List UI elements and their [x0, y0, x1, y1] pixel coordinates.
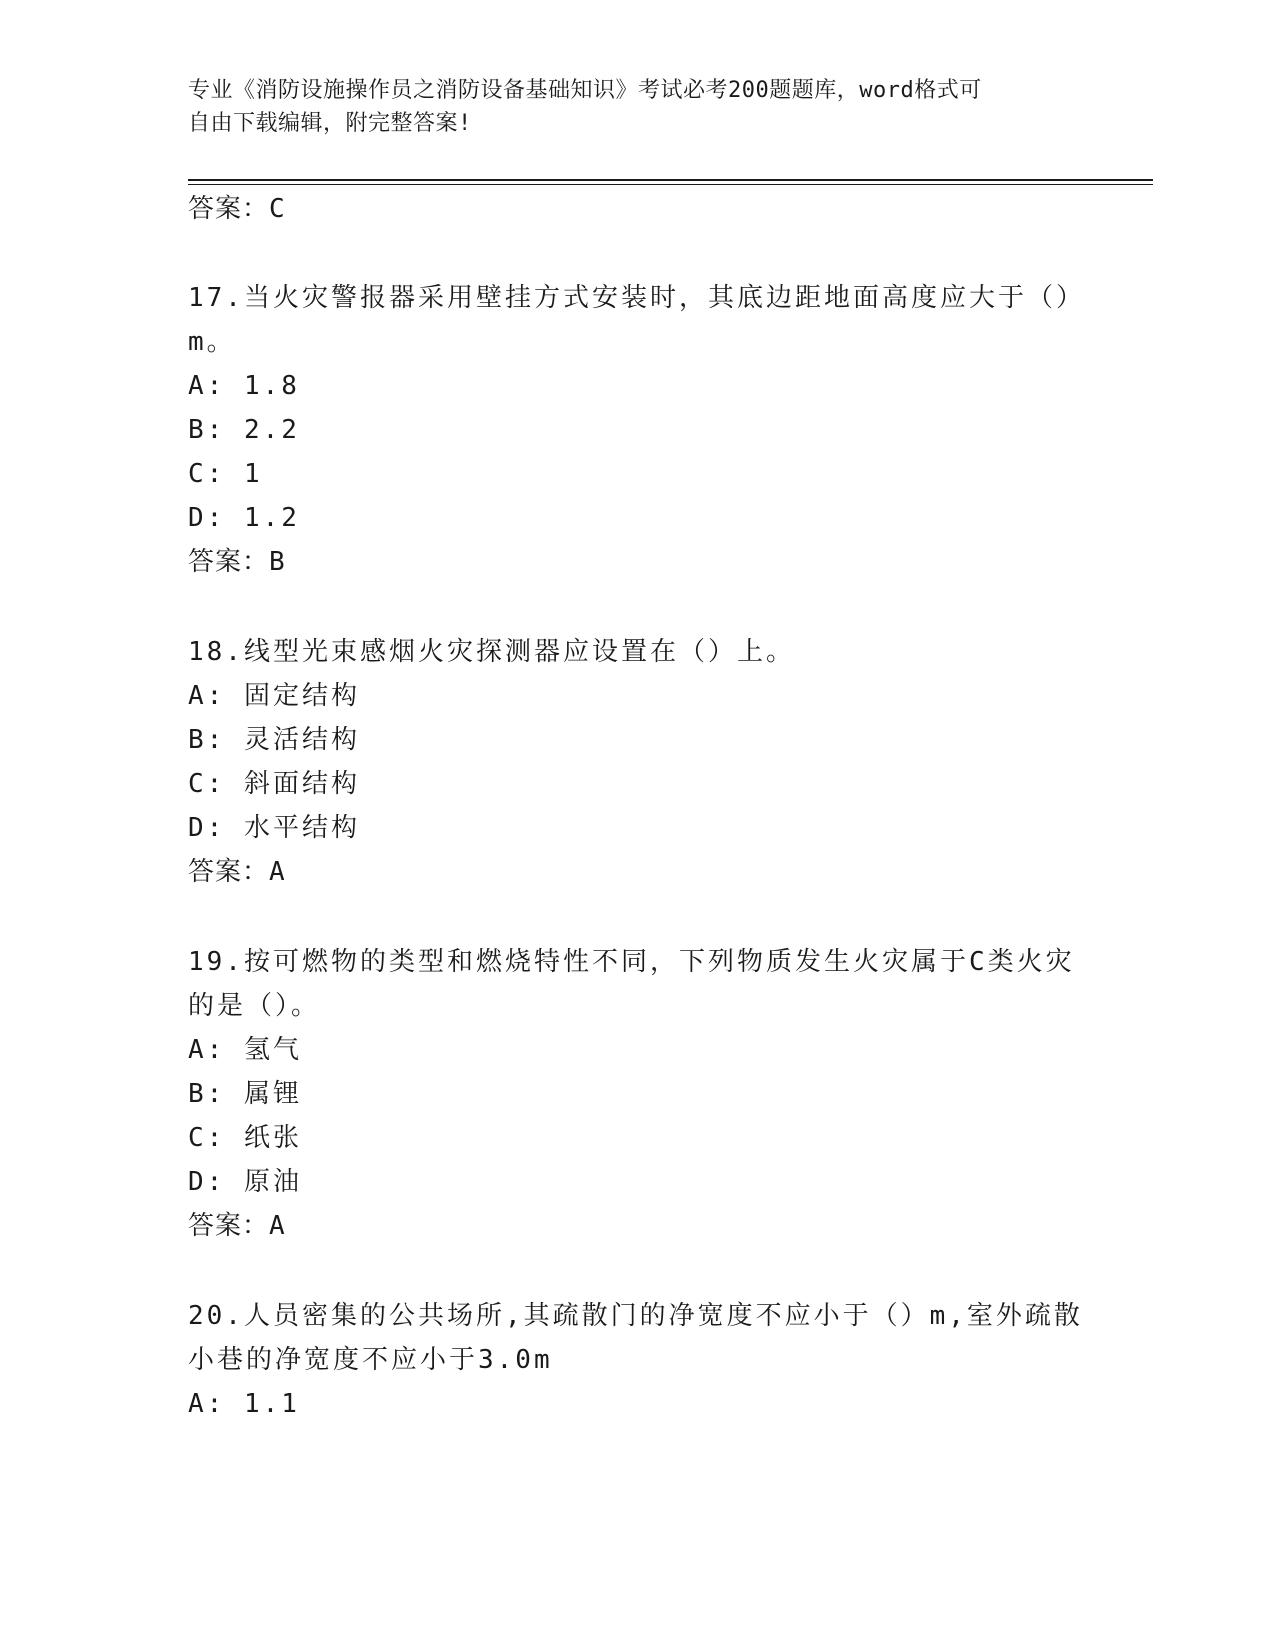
question-18-option-a: A: 固定结构	[188, 681, 360, 711]
answer-value: B	[269, 547, 286, 577]
question-20-stem-line-1: 20.人员密集的公共场所,其疏散门的净宽度不应小于（）m,室外疏散	[188, 1301, 1083, 1331]
question-19-option-b: B: 属锂	[188, 1079, 302, 1109]
answer-label: 答案：	[188, 194, 270, 224]
question-18-stem-line-1: 18.线型光束感烟火灾探测器应设置在（）上。	[188, 637, 795, 667]
question-17-option-c: C: 1	[188, 459, 263, 489]
answer-19	[188, 1209, 286, 1243]
question-18-option-c: C: 斜面结构	[188, 769, 360, 799]
question-17-option-d: D: 1.2	[188, 503, 300, 533]
answer-value: C	[269, 194, 286, 224]
question-20-stem-line-2: 小巷的净宽度不应小于3.0m	[188, 1345, 553, 1375]
question-17-option-a: A: 1.8	[188, 371, 300, 401]
question-17-option-b: B: 2.2	[188, 415, 300, 445]
question-18-option-d: D: 水平结构	[188, 813, 360, 843]
answer-18	[188, 855, 286, 889]
answer-value: A	[269, 857, 286, 887]
answer-label: 答案：	[188, 547, 270, 577]
answer-17	[188, 545, 286, 579]
answer-label: 答案：	[188, 1211, 270, 1241]
header-divider-thick	[188, 179, 1153, 181]
header-line-2: 自由下载编辑，附完整答案!	[188, 111, 472, 136]
question-19-stem-line-2: 的是（）。	[188, 991, 321, 1021]
question-18-option-b: B: 灵活结构	[188, 725, 360, 755]
question-17-stem-line-1: 17.当火灾警报器采用壁挂方式安装时，其底边距地面高度应大于（）	[188, 283, 1085, 313]
question-20-option-a: A: 1.1	[188, 1389, 300, 1419]
document-header	[188, 74, 1068, 140]
question-19-option-a: A: 氢气	[188, 1035, 302, 1065]
question-19-stem-line-1: 19.按可燃物的类型和燃烧特性不同，下列物质发生火灾属于C类火灾	[188, 947, 1075, 977]
header-line-1: 专业《消防设施操作员之消防设备基础知识》考试必考200题题库，word格式可	[188, 78, 982, 103]
question-17-stem-line-2: m。	[188, 327, 236, 357]
answer-value: A	[269, 1211, 286, 1241]
header-divider-thin	[188, 184, 1153, 185]
answer-label: 答案：	[188, 857, 270, 887]
question-19-option-c: C: 纸张	[188, 1123, 302, 1153]
question-19-option-d: D: 原油	[188, 1167, 302, 1197]
answer-16	[188, 192, 286, 226]
